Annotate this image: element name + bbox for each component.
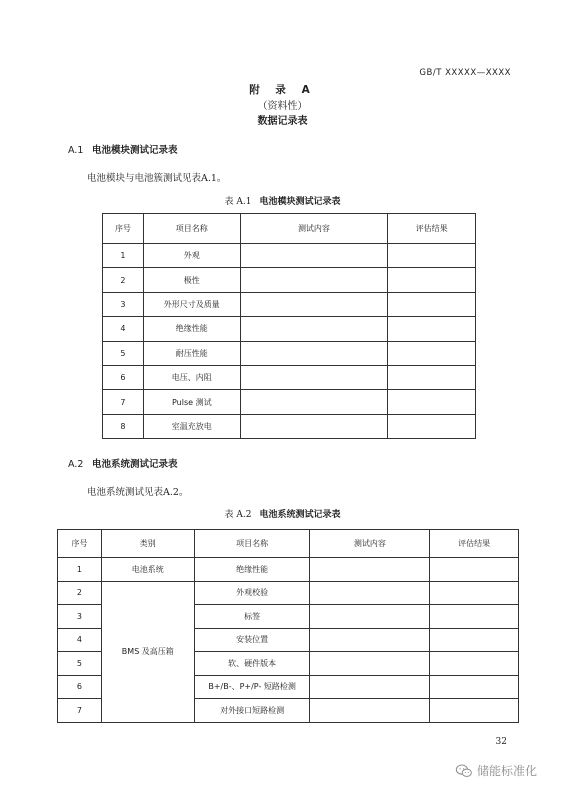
table-cell: B+/B-、P+/P- 短路检测 bbox=[194, 675, 310, 699]
header-cell: 项目名称 bbox=[194, 530, 310, 558]
section-a1-body: 电池模块与电池簇测试见表A.1。 bbox=[87, 173, 227, 184]
table-cell: 对外接口短路检测 bbox=[194, 699, 310, 723]
standard-code: GB/T XXXXX—XXXX bbox=[419, 68, 511, 78]
table-cell: 极性 bbox=[143, 268, 240, 292]
table-cell: 外观 bbox=[143, 244, 240, 268]
watermark-text: 储能标准化 bbox=[476, 764, 537, 778]
appendix-subtitle: （资料性） bbox=[257, 101, 308, 112]
table-row bbox=[103, 292, 476, 316]
table-cell: 8 bbox=[103, 414, 144, 438]
appendix-title: 附 录 A bbox=[249, 84, 316, 96]
page-number: 32 bbox=[495, 737, 507, 747]
table-cell: 7 bbox=[103, 390, 144, 414]
table-cell: 安装位置 bbox=[194, 628, 310, 652]
header-cell: 测试内容 bbox=[240, 214, 388, 244]
table-cell: 1 bbox=[58, 558, 102, 582]
section-a2-heading bbox=[68, 456, 178, 470]
table-row bbox=[103, 341, 476, 365]
table-cell: 3 bbox=[58, 605, 102, 629]
table-cell bbox=[388, 365, 476, 389]
table-cell bbox=[430, 675, 519, 699]
table-cell bbox=[240, 292, 388, 316]
table-cell bbox=[430, 605, 519, 629]
header-cell: 评估结果 bbox=[388, 214, 476, 244]
table-cell: 室温充放电 bbox=[143, 414, 240, 438]
table-a2-caption-title: 电池系统测试记录表 bbox=[259, 510, 341, 520]
table-a1-caption-number: 表 A.1 bbox=[224, 197, 252, 207]
header-cell: 评估结果 bbox=[430, 530, 519, 558]
table-cell bbox=[310, 605, 430, 629]
table-a1-caption-title: 电池模块测试记录表 bbox=[259, 197, 341, 207]
table-cell: 外形尺寸及质量 bbox=[143, 292, 240, 316]
table-cell bbox=[388, 268, 476, 292]
table-cell: 2 bbox=[103, 268, 144, 292]
section-a2-title: 电池系统测试记录表 bbox=[92, 459, 178, 470]
header-cell: 测试内容 bbox=[310, 530, 430, 558]
table-cell bbox=[388, 317, 476, 341]
table-cell bbox=[388, 292, 476, 316]
table-a2-caption bbox=[0, 507, 565, 520]
section-a1-number: A.1 bbox=[68, 145, 84, 156]
table-cell: 4 bbox=[103, 317, 144, 341]
table-cell: 电池系统 bbox=[101, 558, 194, 582]
section-a1-title: 电池模块测试记录表 bbox=[92, 145, 178, 156]
table-cell bbox=[430, 628, 519, 652]
table-cell: 绝缘性能 bbox=[194, 558, 310, 582]
table-a2-caption-number: 表 A.2 bbox=[224, 510, 252, 520]
table-cell: 耐压性能 bbox=[143, 341, 240, 365]
table-cell bbox=[240, 244, 388, 268]
table-cell bbox=[430, 558, 519, 582]
table-cell bbox=[430, 699, 519, 723]
table-row bbox=[103, 365, 476, 389]
table-cell bbox=[240, 365, 388, 389]
table-cell bbox=[310, 558, 430, 582]
table-cell bbox=[310, 581, 430, 605]
table-row bbox=[58, 581, 519, 605]
appendix-name: 数据记录表 bbox=[257, 116, 308, 127]
table-cell bbox=[310, 652, 430, 676]
table-cell: 1 bbox=[103, 244, 144, 268]
table-cell bbox=[240, 390, 388, 414]
table-cell: 6 bbox=[103, 365, 144, 389]
wechat-icon bbox=[455, 764, 473, 778]
table-row bbox=[103, 317, 476, 341]
merged-category-cell: BMS 及高压箱 bbox=[101, 581, 194, 722]
watermark bbox=[455, 762, 537, 779]
table-cell bbox=[388, 244, 476, 268]
header-cell: 序号 bbox=[58, 530, 102, 558]
table-cell: 软、硬件版本 bbox=[194, 652, 310, 676]
section-a1-heading bbox=[68, 142, 178, 156]
table-row bbox=[103, 268, 476, 292]
header-cell: 类别 bbox=[101, 530, 194, 558]
table-cell: 标签 bbox=[194, 605, 310, 629]
table-cell: 电压、内阻 bbox=[143, 365, 240, 389]
table-cell: 3 bbox=[103, 292, 144, 316]
table-cell: 外观校验 bbox=[194, 581, 310, 605]
table-cell bbox=[240, 268, 388, 292]
table-cell bbox=[240, 317, 388, 341]
table-a1-header-row bbox=[103, 214, 476, 244]
table-cell: 5 bbox=[58, 652, 102, 676]
table-cell: 2 bbox=[58, 581, 102, 605]
table-a1 bbox=[102, 213, 476, 439]
table-cell: 6 bbox=[58, 675, 102, 699]
table-cell bbox=[430, 652, 519, 676]
table-row bbox=[103, 244, 476, 268]
table-cell bbox=[240, 414, 388, 438]
table-cell bbox=[388, 390, 476, 414]
table-cell bbox=[430, 581, 519, 605]
section-a2-number: A.2 bbox=[68, 459, 84, 470]
table-row bbox=[58, 558, 519, 582]
table-cell bbox=[388, 341, 476, 365]
table-cell: Pulse 测试 bbox=[143, 390, 240, 414]
table-cell bbox=[310, 675, 430, 699]
table-row bbox=[103, 414, 476, 438]
header-cell: 项目名称 bbox=[143, 214, 240, 244]
table-cell bbox=[310, 699, 430, 723]
table-a2 bbox=[57, 529, 519, 723]
table-cell: 7 bbox=[58, 699, 102, 723]
table-a2-header-row bbox=[58, 530, 519, 558]
table-row bbox=[103, 390, 476, 414]
table-a1-caption bbox=[0, 194, 565, 207]
table-cell bbox=[310, 628, 430, 652]
header-cell: 序号 bbox=[103, 214, 144, 244]
table-cell bbox=[388, 414, 476, 438]
table-cell: 绝缘性能 bbox=[143, 317, 240, 341]
table-cell: 5 bbox=[103, 341, 144, 365]
table-cell: 4 bbox=[58, 628, 102, 652]
section-a2-body: 电池系统测试见表A.2。 bbox=[87, 487, 189, 498]
table-cell bbox=[240, 341, 388, 365]
